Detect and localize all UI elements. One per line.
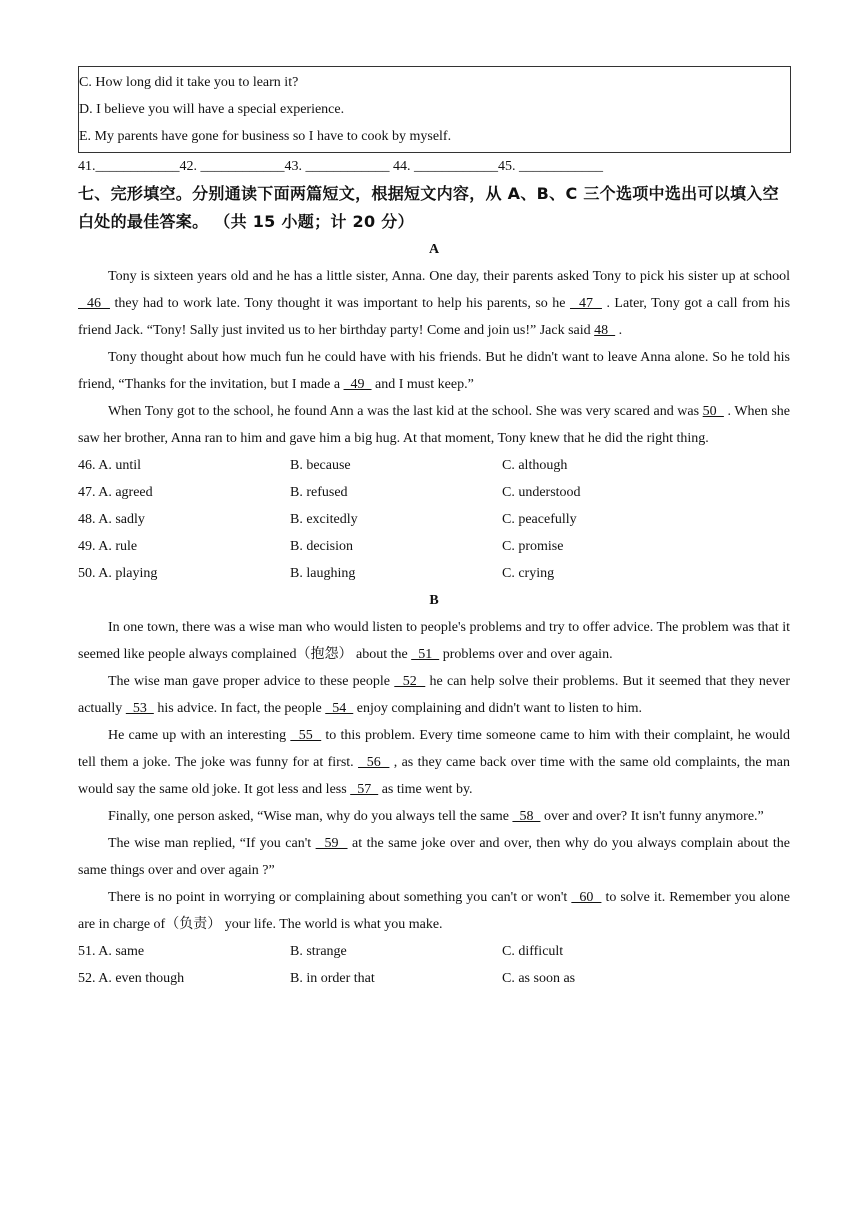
question-46-options: 46. A. until B. because C. although — [78, 458, 568, 473]
blank-53: 53 — [125, 701, 154, 716]
passage-b-paragraph-6: There is no point in worrying or complaining about something you can't or won't 60 to solve it. Remember you alone are in charge of（负责） your life. The world is what you make. — [78, 890, 790, 932]
question-49-options: 49. A. rule B. decision C. promise — [78, 539, 564, 554]
passage-b-paragraph-5: The wise man replied, “If you can't 59 at the same joke over and over, then why do you always complain about the same things over and over again ?” — [78, 836, 791, 878]
blank-56: 56 — [358, 755, 390, 770]
passage-a-heading: A — [428, 242, 440, 257]
blank-52: 52 — [394, 674, 426, 689]
passage-b-paragraph-2: The wise man gave proper advice to these people 52 he can help solve their problems. But it seemed that they never actually 53 his advice. In fact, the people 54 enjoy complaining and didn't want to listen to him. — [78, 674, 790, 716]
options-box — [78, 66, 791, 153]
question-52-options: 52. A. even though B. in order that C. as soon as — [78, 971, 576, 986]
blank-50: 50 — [702, 404, 724, 419]
blank-48: 48 — [594, 323, 616, 338]
question-51-options: 51. A. same B. strange C. difficult — [78, 944, 564, 959]
passage-b-heading: B — [429, 593, 439, 608]
blank-55: 55 — [290, 728, 322, 743]
passage-b-paragraph-1: In one town, there was a wise man who would listen to people's problems and try to offer advice. The problem was that it seemed like people always complained（抱怨） about the 51 problems over and over again. — [78, 620, 790, 662]
blank-59: 59 — [315, 836, 348, 851]
blank-47: 47 — [569, 296, 602, 311]
box-option-c: C. How long did it take you to learn it? — [79, 75, 299, 90]
answer-blanks-41-45: 41.____________42. ____________43. ____________ 44. ____________45. ____________ — [78, 159, 603, 174]
passage-a-paragraph-2: Tony thought about how much fun he could have with his friends. But he didn't want to leave Anna alone. So he told his friend, “Thanks for the invitation, but I made a 49 and I must keep.” — [78, 350, 790, 392]
blank-58: 58 — [512, 809, 541, 824]
blank-46: 46 — [78, 296, 110, 311]
blank-57: 57 — [350, 782, 379, 797]
exam-page — [78, 66, 790, 992]
section-title: 七、完形填空。分别通读下面两篇短文，根据短文内容，从 A、B、C 三个选项中选出可以填入空白处的最佳答案。 （共 15 小题；计 20 分） — [78, 184, 779, 231]
passage-a-paragraph-1: Tony is sixteen years old and he has a little sister, Anna. One day, their parents asked Tony to pick his sister up at school 46 they had to work late. Tony thought it was important to help his parents, so he 47 . Later, Tony got a call from his friend Jack. “Tony! Sally just invited us to her birthday party! Come and join us!” Jack said 48 . — [78, 269, 791, 338]
blank-60: 60 — [571, 890, 602, 905]
question-47-options: 47. A. agreed B. refused C. understood — [78, 485, 581, 500]
blank-54: 54 — [325, 701, 354, 716]
passage-a-paragraph-3: When Tony got to the school, he found Ann a was the last kid at the school. She was very scared and was 50 . When she saw her brother, Anna ran to him and gave him a big hug. At that moment, Tony knew that he did the right thing. — [78, 404, 790, 446]
question-50-options: 50. A. playing B. laughing C. crying — [78, 566, 555, 581]
blank-51: 51 — [411, 647, 440, 662]
passage-b-paragraph-4: Finally, one person asked, “Wise man, why do you always tell the same 58 over and over? It isn't funny anymore.” — [108, 809, 764, 824]
box-option-d: D. I believe you will have a special experience. — [79, 102, 345, 117]
question-48-options: 48. A. sadly B. excitedly C. peacefully — [78, 512, 577, 527]
box-option-e: E. My parents have gone for business so I have to cook by myself. — [79, 129, 452, 144]
passage-b-paragraph-3: He came up with an interesting 55 to this problem. Every time someone came to him with their complaint, he would tell them a joke. The joke was funny for at first. 56 , as they came back over time with the same old complaints, the man would say the same old joke. It got less and less 57 as time went by. — [78, 728, 790, 797]
blank-49: 49 — [343, 377, 372, 392]
